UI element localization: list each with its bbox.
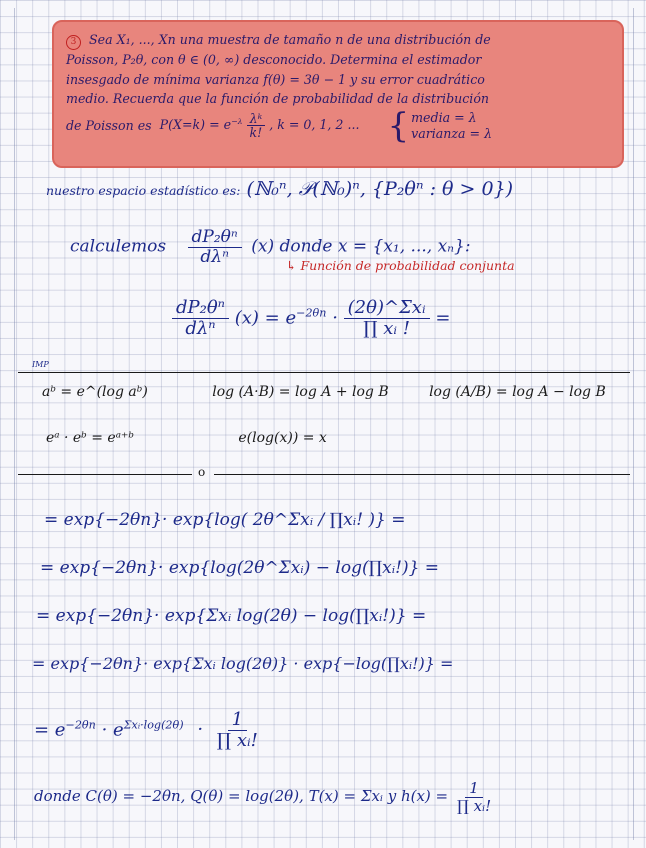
identity-exp-log: e(log(x)) = x <box>238 430 327 446</box>
derivation-step-2: = exp{−2θn}· exp{log(2θ^Σxᵢ) − log(∏xᵢ!)} = <box>40 558 440 578</box>
derivation-step-3: = exp{−2θn}· exp{Σxᵢ log(2θ) − log(∏xᵢ!)} = <box>36 606 427 626</box>
identity-power: aᵇ = e^(log aᵇ) <box>42 384 148 400</box>
identity-log-product: log (A·B) = log A + log B <box>212 384 389 400</box>
pmf-fraction <box>247 112 266 139</box>
identity-log-quotient: log (A/B) = log A − log B <box>429 384 606 400</box>
identity-exp-sum: eᵃ · eᵇ = eᵃ⁺ᵇ <box>46 430 134 446</box>
statistical-space-formula: (ℕ₀ⁿ, 𝒫(ℕ₀)ⁿ, {P₂θⁿ : θ > 0}) <box>246 178 514 200</box>
identity-row-2 <box>46 430 327 446</box>
pmf-lhs: P(X=k) = e <box>159 117 232 132</box>
derivative-argument: (x) donde x = {x₁, ..., xₙ}: <box>251 236 471 257</box>
media-text: media = λ <box>411 109 477 125</box>
problem-statement-box <box>52 20 624 168</box>
calculemos-word: calculemos <box>70 236 167 257</box>
density-derivative-denominator: dλⁿ <box>185 317 216 339</box>
step5-fraction <box>217 710 258 751</box>
pmf-row <box>66 105 612 146</box>
derivation-step-4: = exp{−2θn}· exp{Σxᵢ log(2θ)} · exp{−log(∏xᵢ!)} = <box>32 654 454 673</box>
problem-number: 3 <box>66 35 81 50</box>
density-derivative-numerator: dP₂θⁿ <box>172 298 229 319</box>
statistical-space-label: nuestro espacio estadístico es: <box>46 183 241 198</box>
separator-top <box>18 372 630 373</box>
pmf-exponent: −λ <box>231 116 243 126</box>
donde-text: donde C(θ) = −2θn, Q(θ) = log(2θ), T(x) = Σxᵢ y h(x) = <box>34 787 449 805</box>
step5-numerator: 1 <box>228 710 247 731</box>
joint-probability-note: ↳ Función de probabilidad conjunta <box>286 258 515 273</box>
separator-bottom-right <box>214 474 630 475</box>
identity-row-1 <box>42 384 606 400</box>
joint-density-formula <box>172 298 450 339</box>
density-fraction-denominator: ∏ xᵢ ! <box>363 317 410 339</box>
problem-text-2: Poisson, P₂θ, con θ ∈ (0, ∞) desconocido. Determina el estimador <box>66 52 482 67</box>
step5-exponent-2: Σxᵢ·log(2θ) <box>123 718 184 732</box>
varianza-text: varianza = λ <box>411 125 493 141</box>
pmf-denominator: k! <box>249 125 263 140</box>
density-rhs-prefix: (x) = e <box>234 307 297 329</box>
derivative-numerator: dP₂θⁿ <box>188 228 242 248</box>
h-numerator: 1 <box>465 780 483 798</box>
moments-brace <box>387 105 493 146</box>
density-equals: = <box>435 307 451 329</box>
density-dot: · <box>332 307 338 329</box>
derivation-step-5 <box>34 710 258 751</box>
step5-mid: · e <box>101 719 124 741</box>
derivative-denominator: dλⁿ <box>200 246 229 267</box>
statistical-space-line <box>46 178 513 200</box>
problem-line-1 <box>66 30 612 50</box>
problem-text-4: medio. Recuerda que la función de probabilidad de la distribución <box>66 91 490 106</box>
pmf-numerator: λᵏ <box>247 112 266 126</box>
separator-mark: o <box>198 465 206 479</box>
derivation-step-1: = exp{−2θn}· exp{log( 2θ^Σxᵢ / ∏xᵢ! )} = <box>44 510 406 530</box>
density-fraction-numerator: (2θ)^Σxᵢ <box>344 298 430 319</box>
h-fraction <box>457 780 491 814</box>
pmf-support: , k = 0, 1, 2 ... <box>269 117 360 132</box>
problem-text-1: Sea X₁, ..., Xn una muestra de tamaño n de una distribución de <box>89 32 491 47</box>
imp-label: IMP <box>32 360 49 369</box>
density-derivative-fraction <box>172 298 229 339</box>
exponential-family-terms <box>34 780 491 814</box>
step5-lhs: = e <box>34 719 66 741</box>
derivative-fraction <box>188 228 242 266</box>
separator-bottom-left <box>18 474 192 475</box>
density-fraction <box>344 298 430 339</box>
pmf-formula <box>160 112 360 139</box>
h-denominator: ∏ xᵢ! <box>456 796 492 815</box>
step5-exponent-1: −2θn <box>65 718 96 732</box>
step5-dot: · <box>197 719 204 741</box>
brace-glyph: { <box>387 105 410 146</box>
step5-denominator: ∏ xᵢ! <box>216 729 258 751</box>
pmf-prefix: de Poisson es <box>66 117 152 133</box>
density-exponent: −2θn <box>296 306 327 320</box>
problem-text-3: insesgado de mínima varianza f(θ) = 3θ − 1 y su error cuadrático <box>66 71 485 87</box>
